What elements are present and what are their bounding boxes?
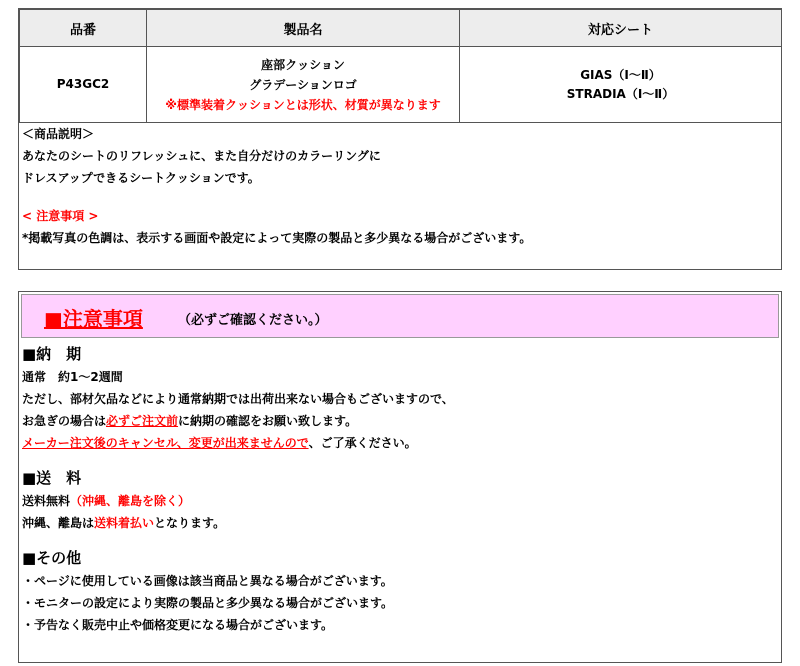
product-name-line: グラデーションロゴ	[249, 77, 357, 92]
shipping-text: 送料無料	[22, 494, 71, 508]
other-line: ・ページに使用している画像は該当商品と異なる場合がございます。	[22, 574, 393, 588]
shipping-line	[22, 512, 777, 534]
shipping-text: 沖縄、離島は	[22, 516, 95, 530]
delivery-text: 、ご了承ください。	[308, 436, 417, 450]
description-heading: ＜商品説明＞	[22, 127, 95, 141]
compatible-seat-item: GIAS（Ⅰ～Ⅱ）	[580, 67, 661, 82]
table-header-row	[20, 10, 782, 47]
delivery-text: お急ぎの場合は	[22, 414, 107, 428]
notice-box	[18, 291, 782, 663]
part-number-cell: P43GC2	[20, 47, 147, 123]
other-line: ・モニターの設定により実際の製品と多少異なる場合がございます。	[22, 596, 394, 610]
other-line: ・予告なく販売中止や価格変更になる場合がございます。	[22, 618, 334, 632]
delivery-emphasis: 必ずご注文前	[106, 414, 179, 428]
caution-text: *掲載写真の色調は、表示する画面や設定によって実際の製品と多少異なる場合がございます。	[22, 231, 532, 245]
caution-heading: < 注意事項 >	[22, 209, 99, 223]
delivery-line: 通常 約1～2週間	[22, 370, 123, 384]
header-product-name: 製品名	[147, 10, 460, 47]
other-heading: ■その他	[22, 549, 82, 567]
delivery-line	[22, 410, 777, 432]
product-description	[22, 123, 531, 249]
delivery-heading: ■納 期	[22, 345, 82, 363]
description-line: ドレスアップできるシートクッションです。	[22, 171, 260, 185]
shipping-heading: ■送 料	[22, 469, 82, 487]
shipping-emphasis: 送料着払い	[94, 516, 155, 530]
notice-title: ■注意事項	[44, 307, 143, 331]
product-name-line: 座部クッション	[261, 57, 345, 72]
description-line: あなたのシートのリフレッシュに、また自分だけのカラーリングに	[22, 149, 381, 163]
header-compatible-seat: 対応シート	[460, 10, 782, 47]
header-part-number: 品番	[20, 10, 147, 47]
cancel-warning: メーカー注文後のキャンセル、変更が出来ませんので	[22, 436, 309, 450]
shipping-emphasis: （沖縄、離島を除く）	[70, 494, 191, 508]
table-row	[20, 47, 782, 123]
shipping-text: となります。	[154, 516, 226, 530]
shipping-line	[22, 490, 777, 512]
notice-body	[22, 342, 777, 636]
compatible-seat-cell	[460, 47, 782, 123]
product-note: ※標準装着クッションとは形状、材質が異なります	[165, 97, 441, 112]
product-name-cell	[147, 47, 460, 123]
product-info-box	[18, 8, 782, 270]
delivery-line: ただし、部材欠品などにより通常納期では出荷出来ない場合もございますので、	[22, 392, 454, 406]
notice-header	[21, 294, 779, 338]
delivery-line	[22, 432, 777, 454]
notice-subtitle: （必ずご確認ください。）	[178, 313, 328, 328]
compatible-seat-item: STRADIA（Ⅰ～Ⅱ）	[566, 86, 675, 101]
product-table	[19, 9, 782, 123]
delivery-text: に納期の確認をお願い致します。	[178, 414, 358, 428]
